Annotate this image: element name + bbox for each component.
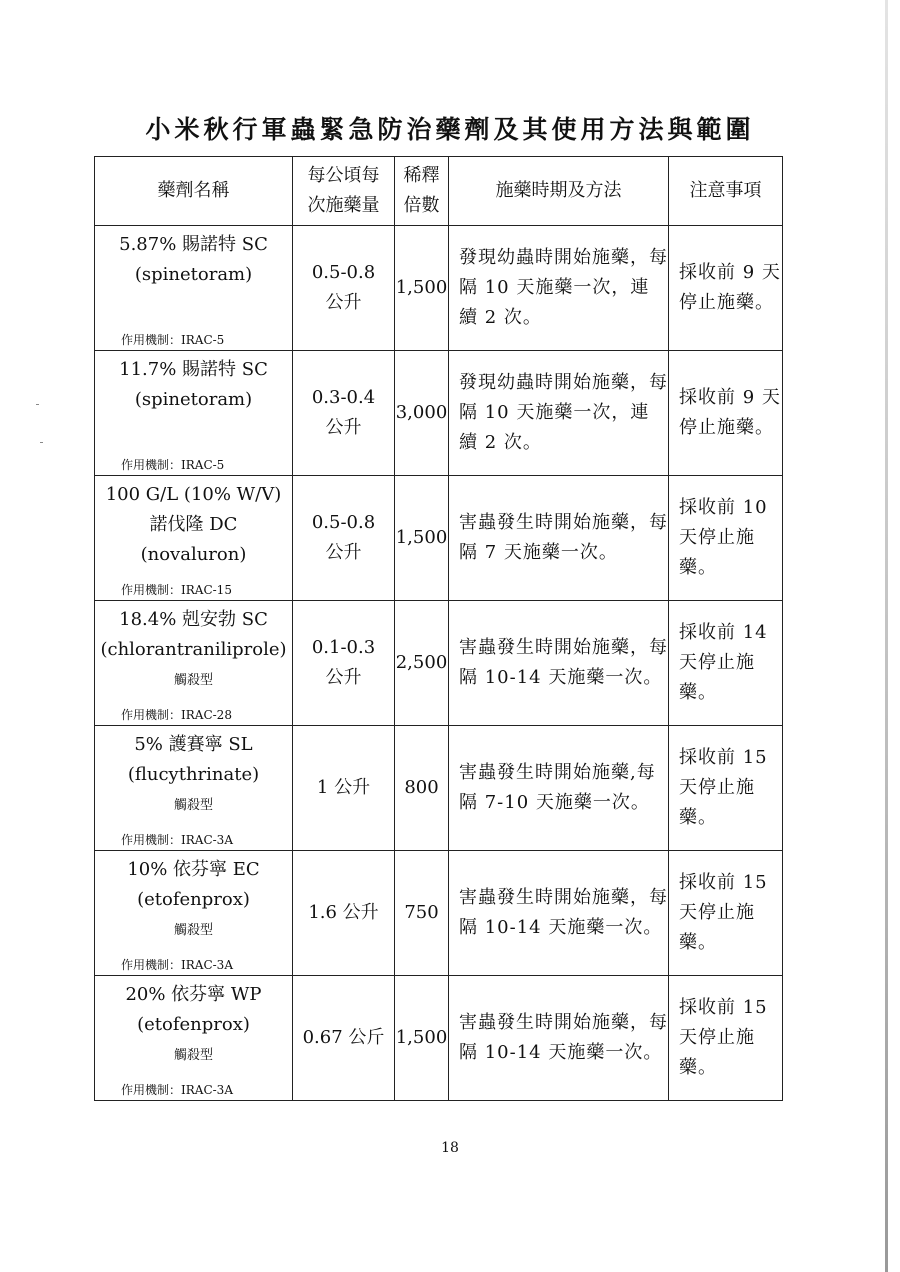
- cell-dilution: 750: [395, 851, 449, 976]
- table-header-row: [95, 157, 783, 226]
- cell-name: [95, 726, 293, 851]
- table-row: [95, 476, 783, 601]
- cell-dilution: 2,500: [395, 601, 449, 726]
- page-title: 小米秋行軍蟲緊急防治藥劑及其使用方法與範圍: [145, 115, 755, 144]
- cell-notes: 採收前 15 天停止施藥。: [669, 726, 783, 851]
- cell-dilution: 3,000: [395, 351, 449, 476]
- cell-dose: [293, 976, 395, 1101]
- cell-method: 害蟲發生時開始施藥,每隔 7-10 天施藥一次。: [449, 726, 669, 851]
- drug-name-line: (etofenprox): [137, 1014, 250, 1035]
- dose-unit: 公升: [325, 292, 362, 313]
- cell-dilution: 1,500: [395, 226, 449, 351]
- drug-name: 100 G/L (10% W/V): [105, 484, 282, 505]
- cell-name: [95, 976, 293, 1101]
- drug-name: 5.87% 賜諾特 SC: [119, 234, 268, 255]
- drug-name-line: (flucythrinate): [127, 764, 260, 785]
- cell-notes: 採收前 14 天停止施藥。: [669, 601, 783, 726]
- action-type: 觸殺型: [173, 673, 213, 688]
- cell-dilution: 800: [395, 726, 449, 851]
- dose-value: 1.6 公升: [308, 902, 379, 923]
- mode-of-action: 作用機制：IRAC-3A: [121, 958, 233, 972]
- cell-notes: 採收前 15 天停止施藥。: [669, 976, 783, 1101]
- header-method: 施藥時期及方法: [449, 157, 669, 226]
- drug-name-line: 諾伐隆 DC: [149, 514, 238, 535]
- cell-method: 害蟲發生時開始施藥，每隔 10-14 天施藥一次。: [449, 601, 669, 726]
- cell-dilution: 1,500: [395, 976, 449, 1101]
- cell-name: [95, 226, 293, 351]
- dose-value: 0.5-0.8: [311, 262, 376, 283]
- drug-name-line: (etofenprox): [137, 889, 250, 910]
- pesticide-table: [94, 156, 783, 1101]
- mode-of-action: 作用機制：IRAC-15: [121, 583, 232, 597]
- drug-name-line: (spinetoram): [134, 389, 253, 410]
- mode-of-action: 作用機制：IRAC-3A: [121, 833, 233, 847]
- cell-dose: [293, 476, 395, 601]
- cell-method: 害蟲發生時開始施藥，每隔 10-14 天施藥一次。: [449, 976, 669, 1101]
- header-name: 藥劑名稱: [95, 157, 293, 226]
- dose-value: 0.3-0.4: [311, 387, 376, 408]
- table-row: [95, 226, 783, 351]
- header-dose: 每公頃每 次施藥量: [293, 157, 395, 226]
- scan-speck: [36, 404, 39, 405]
- mode-of-action: 作用機制：IRAC-5: [121, 333, 225, 347]
- dose-value: 0.1-0.3: [311, 637, 376, 658]
- mode-of-action: 作用機制：IRAC-3A: [121, 1083, 233, 1097]
- cell-method: 害蟲發生時開始施藥，每隔 10-14 天施藥一次。: [449, 851, 669, 976]
- drug-name-line: (novaluron): [140, 544, 247, 565]
- drug-name: 18.4% 剋安勃 SC: [119, 609, 268, 630]
- cell-name: [95, 351, 293, 476]
- action-type: 觸殺型: [173, 1048, 213, 1063]
- drug-name: 10% 依芬寧 EC: [127, 859, 260, 880]
- drug-name: 5% 護賽寧 SL: [134, 734, 253, 755]
- dose-unit: 公升: [325, 542, 362, 563]
- dose-value: 0.5-0.8: [311, 512, 376, 533]
- cell-notes: 採收前 10 天停止施藥。: [669, 476, 783, 601]
- table-row: [95, 351, 783, 476]
- cell-name: [95, 851, 293, 976]
- cell-name: [95, 476, 293, 601]
- cell-notes: 採收前 9 天停止施藥。: [669, 226, 783, 351]
- cell-dose: [293, 601, 395, 726]
- cell-notes: 採收前 15 天停止施藥。: [669, 851, 783, 976]
- cell-dose: [293, 351, 395, 476]
- drug-name: 11.7% 賜諾特 SC: [119, 359, 268, 380]
- header-dilution: 稀釋 倍數: [395, 157, 449, 226]
- table-row: [95, 976, 783, 1101]
- cell-method: 發現幼蟲時開始施藥，每隔 10 天施藥一次，連續 2 次。: [449, 351, 669, 476]
- cell-dose: [293, 851, 395, 976]
- table-row: [95, 601, 783, 726]
- cell-notes: 採收前 9 天停止施藥。: [669, 351, 783, 476]
- dose-value: 0.67 公斤: [302, 1027, 385, 1048]
- cell-dose: [293, 226, 395, 351]
- cell-method: 害蟲發生時開始施藥，每隔 7 天施藥一次。: [449, 476, 669, 601]
- dose-value: 1 公升: [316, 777, 371, 798]
- action-type: 觸殺型: [173, 923, 213, 938]
- table-row: [95, 726, 783, 851]
- dose-unit: 公升: [325, 417, 362, 438]
- cell-dilution: 1,500: [395, 476, 449, 601]
- cell-method: 發現幼蟲時開始施藥，每隔 10 天施藥一次，連續 2 次。: [449, 226, 669, 351]
- action-type: 觸殺型: [173, 798, 213, 813]
- table-row: [95, 851, 783, 976]
- mode-of-action: 作用機制：IRAC-5: [121, 458, 225, 472]
- dose-unit: 公升: [325, 667, 362, 688]
- drug-name-line: (chlorantraniliprole): [100, 639, 287, 660]
- scan-edge-shadow: [885, 0, 888, 1272]
- mode-of-action: 作用機制：IRAC-28: [121, 708, 232, 722]
- drug-name: 20% 依芬寧 WP: [125, 984, 262, 1005]
- cell-name: [95, 601, 293, 726]
- header-notes: 注意事項: [669, 157, 783, 226]
- page-number: 18: [441, 1140, 459, 1156]
- drug-name-line: (spinetoram): [134, 264, 253, 285]
- cell-dose: [293, 726, 395, 851]
- scan-speck: [40, 442, 43, 443]
